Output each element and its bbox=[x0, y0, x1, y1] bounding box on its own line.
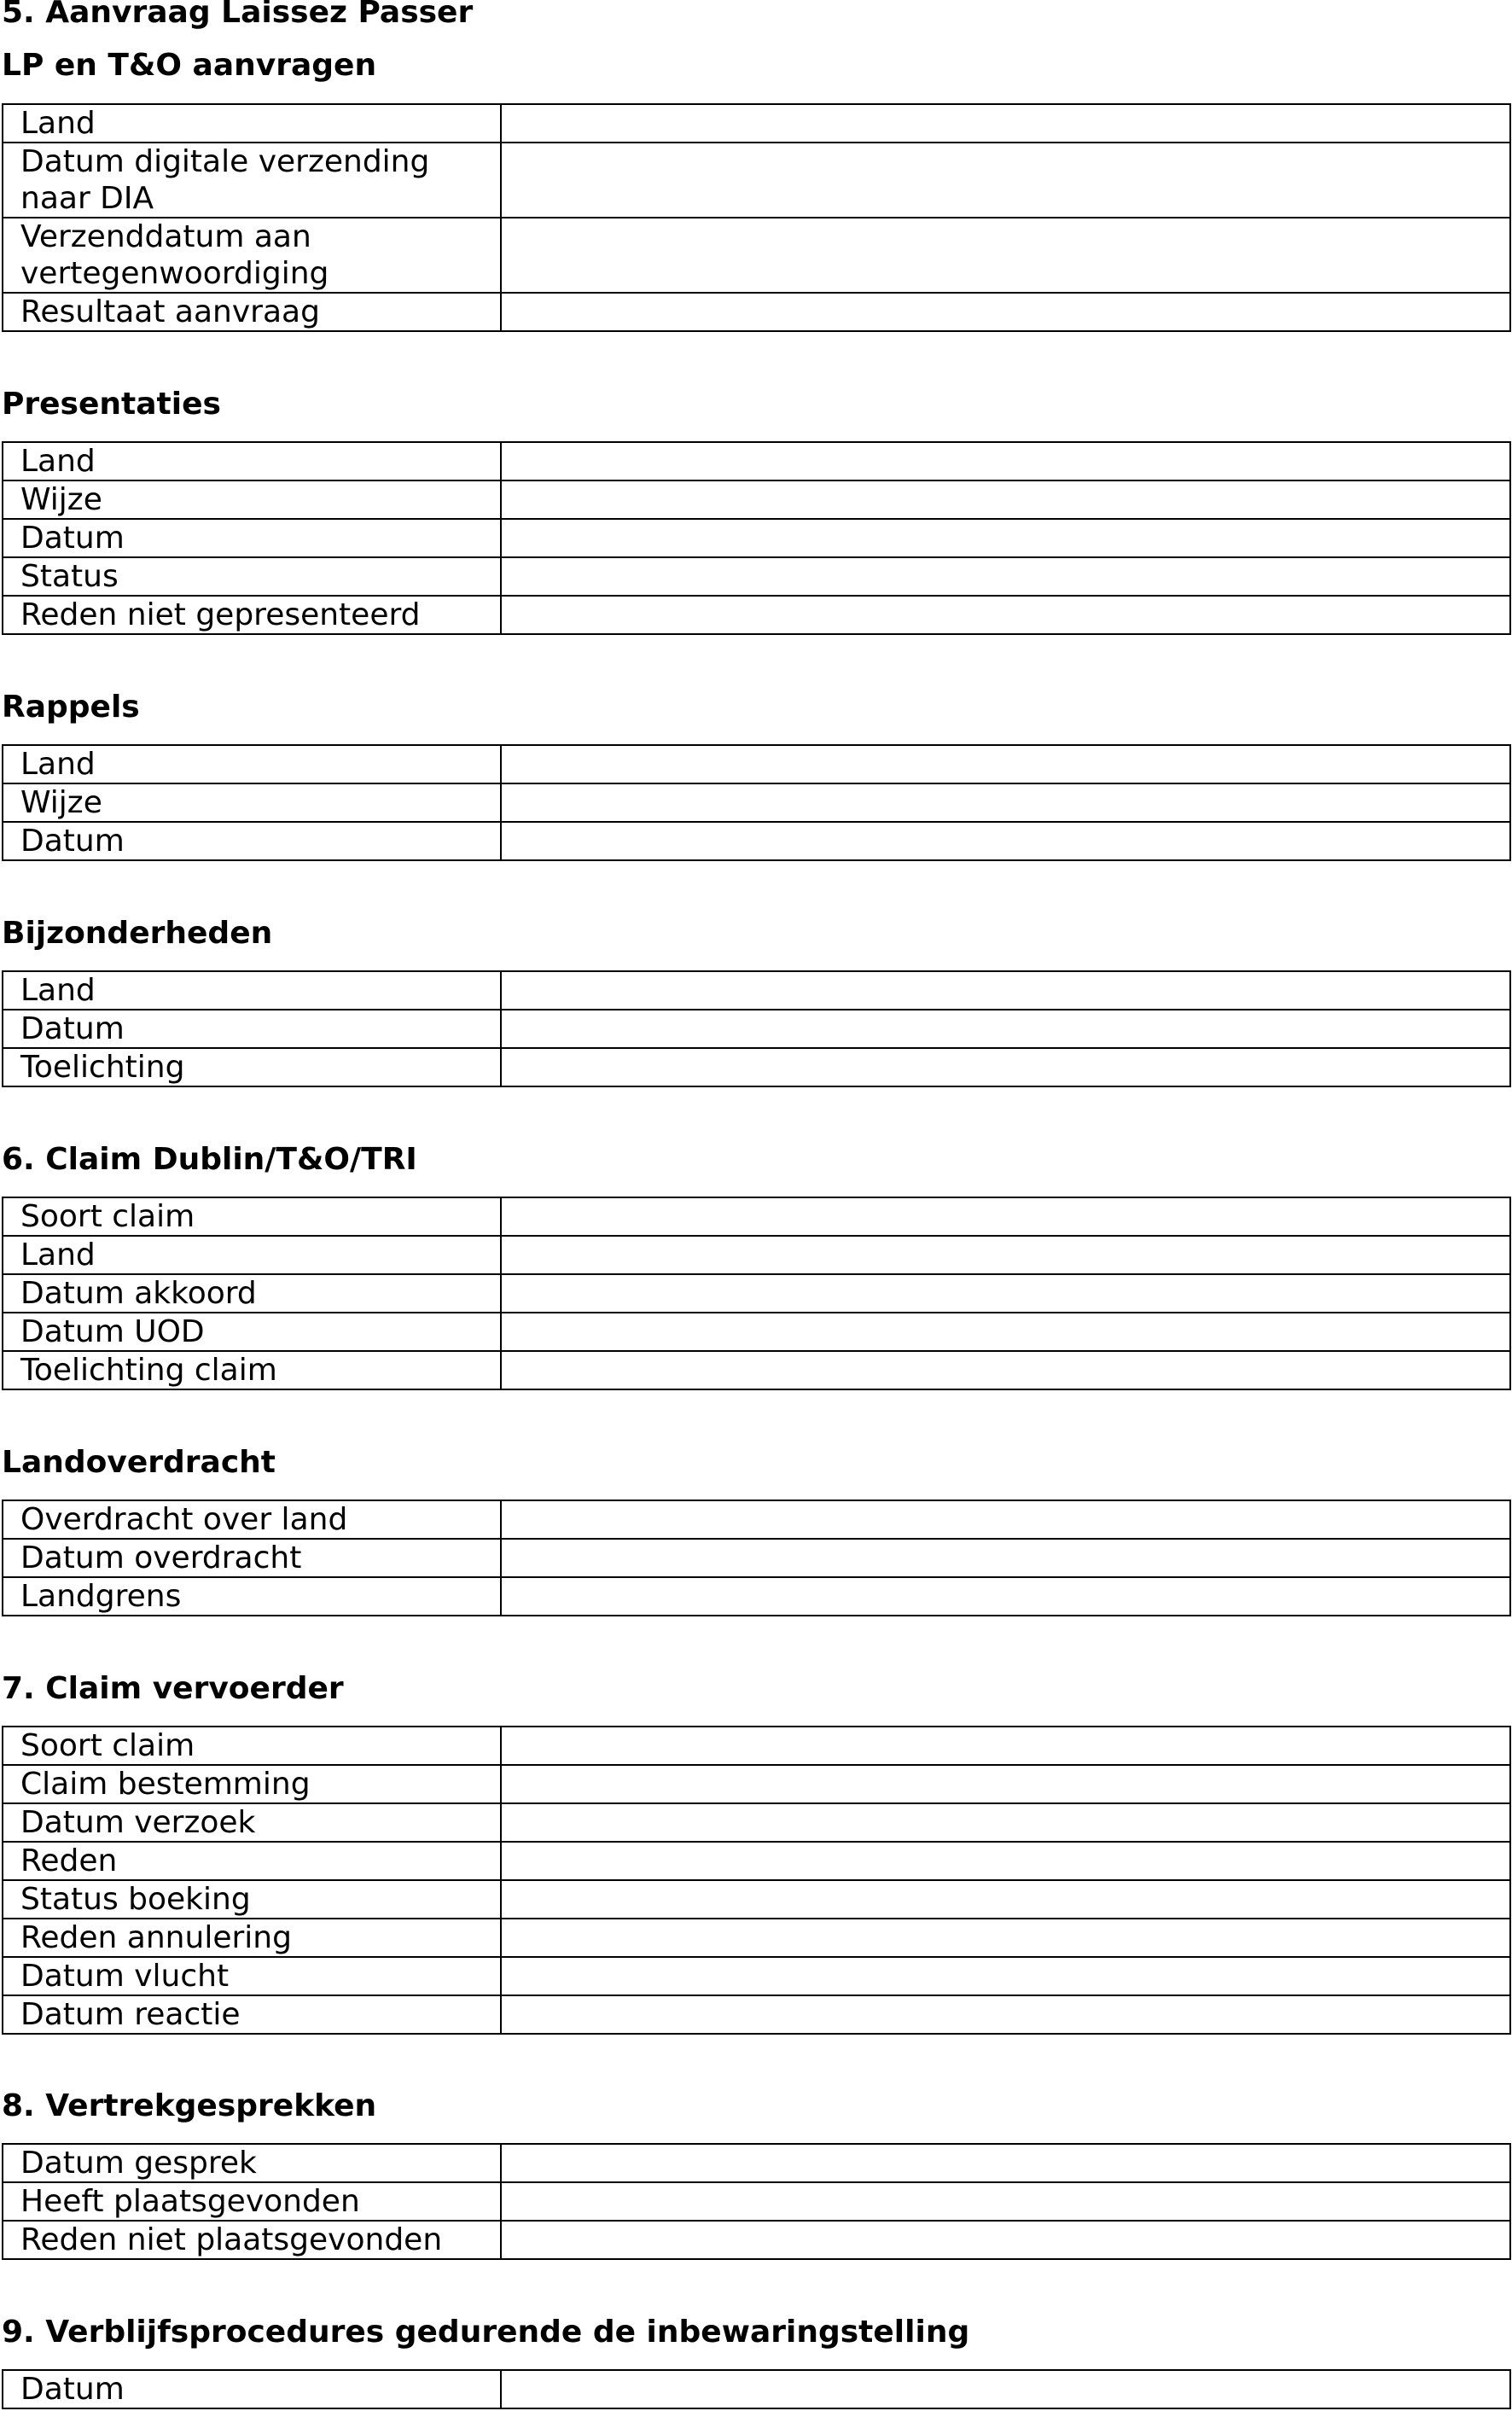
row-label: Datum bbox=[3, 2370, 501, 2408]
row-value-field[interactable] bbox=[501, 2182, 1510, 2221]
row-value-field[interactable] bbox=[501, 1919, 1510, 1957]
table-row bbox=[3, 1957, 1510, 1995]
row-label: Land bbox=[3, 1236, 501, 1274]
verblijfsprocedures-table bbox=[2, 2369, 1511, 2409]
row-label: Datum vlucht bbox=[3, 1957, 501, 1995]
row-value-field[interactable] bbox=[501, 783, 1510, 822]
row-label: Datum reactie bbox=[3, 1995, 501, 2034]
row-value-field[interactable] bbox=[501, 104, 1510, 143]
row-value-field[interactable] bbox=[501, 480, 1510, 519]
row-label: Datum digitale verzending naar DIA bbox=[3, 143, 501, 218]
section-7-title: 7. Claim vervoerder bbox=[2, 1671, 344, 1706]
row-label: Reden niet plaatsgevonden bbox=[3, 2221, 501, 2259]
row-label: Verzenddatum aan vertegenwoordiging bbox=[3, 218, 501, 293]
row-value-field[interactable] bbox=[501, 1577, 1510, 1616]
section-5-title: 5. Aanvraag Laissez Passer bbox=[2, 0, 474, 30]
row-label: Datum overdracht bbox=[3, 1539, 501, 1577]
row-label: Reden bbox=[3, 1842, 501, 1880]
row-label: Reden annulering bbox=[3, 1919, 501, 1957]
vertrekgesprekken-table bbox=[2, 2143, 1511, 2260]
row-value-field[interactable] bbox=[501, 1727, 1510, 1765]
row-value-field[interactable] bbox=[501, 2221, 1510, 2259]
row-label: Claim bestemming bbox=[3, 1765, 501, 1803]
row-label: Overdracht over land bbox=[3, 1500, 501, 1539]
table-row bbox=[3, 1236, 1510, 1274]
row-label: Datum bbox=[3, 1010, 501, 1048]
table-row bbox=[3, 596, 1510, 634]
row-value-field[interactable] bbox=[501, 293, 1510, 331]
row-value-field[interactable] bbox=[501, 1048, 1510, 1086]
table-row bbox=[3, 2221, 1510, 2259]
row-value-field[interactable] bbox=[501, 442, 1510, 480]
table-row bbox=[3, 480, 1510, 519]
table-row bbox=[3, 1919, 1510, 1957]
section-8-title: 8. Vertrekgesprekken bbox=[2, 2088, 377, 2123]
landoverdracht-table bbox=[2, 1500, 1511, 1616]
row-label: Wijze bbox=[3, 783, 501, 822]
row-label: Land bbox=[3, 442, 501, 480]
row-value-field[interactable] bbox=[501, 596, 1510, 634]
table-row bbox=[3, 1048, 1510, 1086]
table-row bbox=[3, 557, 1510, 596]
row-label: Datum akkoord bbox=[3, 1274, 501, 1313]
row-label: Datum bbox=[3, 822, 501, 860]
table-row bbox=[3, 1995, 1510, 2034]
table-row bbox=[3, 1880, 1510, 1919]
row-label: Wijze bbox=[3, 480, 501, 519]
table-row bbox=[3, 1803, 1510, 1842]
row-label: Soort claim bbox=[3, 1197, 501, 1236]
row-value-field[interactable] bbox=[501, 1351, 1510, 1389]
row-label: Resultaat aanvraag bbox=[3, 293, 501, 331]
presentaties-title: Presentaties bbox=[2, 387, 221, 422]
row-value-field[interactable] bbox=[501, 1995, 1510, 2034]
table-row bbox=[3, 1842, 1510, 1880]
row-value-field[interactable] bbox=[501, 745, 1510, 783]
row-value-field[interactable] bbox=[501, 143, 1510, 218]
table-row bbox=[3, 293, 1510, 331]
table-row bbox=[3, 2182, 1510, 2221]
table-row bbox=[3, 442, 1510, 480]
table-row bbox=[3, 1351, 1510, 1389]
row-value-field[interactable] bbox=[501, 1803, 1510, 1842]
row-value-field[interactable] bbox=[501, 1539, 1510, 1577]
row-label: Reden niet gepresenteerd bbox=[3, 596, 501, 634]
table-row bbox=[3, 1577, 1510, 1616]
rappels-title: Rappels bbox=[2, 690, 140, 725]
table-row bbox=[3, 218, 1510, 293]
row-label: Land bbox=[3, 745, 501, 783]
table-row bbox=[3, 1197, 1510, 1236]
row-label: Datum gesprek bbox=[3, 2144, 501, 2182]
row-value-field[interactable] bbox=[501, 1236, 1510, 1274]
row-value-field[interactable] bbox=[501, 822, 1510, 860]
claim-dublin-table bbox=[2, 1197, 1511, 1390]
row-label: Land bbox=[3, 104, 501, 143]
bijzonderheden-table bbox=[2, 970, 1511, 1087]
row-label: Toelichting claim bbox=[3, 1351, 501, 1389]
row-value-field[interactable] bbox=[501, 1010, 1510, 1048]
landoverdracht-title: Landoverdracht bbox=[2, 1445, 276, 1480]
row-value-field[interactable] bbox=[501, 2370, 1510, 2408]
table-row bbox=[3, 783, 1510, 822]
row-value-field[interactable] bbox=[501, 1957, 1510, 1995]
row-value-field[interactable] bbox=[501, 1842, 1510, 1880]
table-row bbox=[3, 104, 1510, 143]
table-row bbox=[3, 2144, 1510, 2182]
row-value-field[interactable] bbox=[501, 2144, 1510, 2182]
section-9-title: 9. Verblijfsprocedures gedurende de inbewaringstelling bbox=[2, 2315, 970, 2350]
row-label: Datum UOD bbox=[3, 1313, 501, 1351]
table-row bbox=[3, 1765, 1510, 1803]
row-value-field[interactable] bbox=[501, 1880, 1510, 1919]
table-row bbox=[3, 1539, 1510, 1577]
table-row bbox=[3, 519, 1510, 557]
table-row bbox=[3, 1010, 1510, 1048]
table-row bbox=[3, 1727, 1510, 1765]
rappels-table bbox=[2, 744, 1511, 861]
row-label: Soort claim bbox=[3, 1727, 501, 1765]
row-label: Toelichting bbox=[3, 1048, 501, 1086]
row-label: Landgrens bbox=[3, 1577, 501, 1616]
claim-vervoerder-table bbox=[2, 1726, 1511, 2035]
table-row bbox=[3, 143, 1510, 218]
table-row bbox=[3, 2370, 1510, 2408]
row-value-field[interactable] bbox=[501, 519, 1510, 557]
lp-subtitle: LP en T&O aanvragen bbox=[2, 48, 377, 83]
row-value-field[interactable] bbox=[501, 1500, 1510, 1539]
row-value-field[interactable] bbox=[501, 1197, 1510, 1236]
row-value-field[interactable] bbox=[501, 1765, 1510, 1803]
table-row bbox=[3, 1313, 1510, 1351]
row-value-field[interactable] bbox=[501, 218, 1510, 293]
row-label: Datum verzoek bbox=[3, 1803, 501, 1842]
bijzonderheden-title: Bijzonderheden bbox=[2, 916, 273, 951]
table-row bbox=[3, 971, 1510, 1010]
table-row bbox=[3, 822, 1510, 860]
row-value-field[interactable] bbox=[501, 971, 1510, 1010]
row-label: Datum bbox=[3, 519, 501, 557]
row-value-field[interactable] bbox=[501, 1313, 1510, 1351]
row-value-field[interactable] bbox=[501, 557, 1510, 596]
table-row bbox=[3, 1274, 1510, 1313]
lp-table bbox=[2, 103, 1511, 332]
table-row bbox=[3, 1500, 1510, 1539]
row-label: Land bbox=[3, 971, 501, 1010]
row-value-field[interactable] bbox=[501, 1274, 1510, 1313]
presentaties-table bbox=[2, 441, 1511, 635]
row-label: Status boeking bbox=[3, 1880, 501, 1919]
table-row bbox=[3, 745, 1510, 783]
row-label: Heeft plaatsgevonden bbox=[3, 2182, 501, 2221]
row-label: Status bbox=[3, 557, 501, 596]
section-6-title: 6. Claim Dublin/T&O/TRI bbox=[2, 1142, 417, 1177]
